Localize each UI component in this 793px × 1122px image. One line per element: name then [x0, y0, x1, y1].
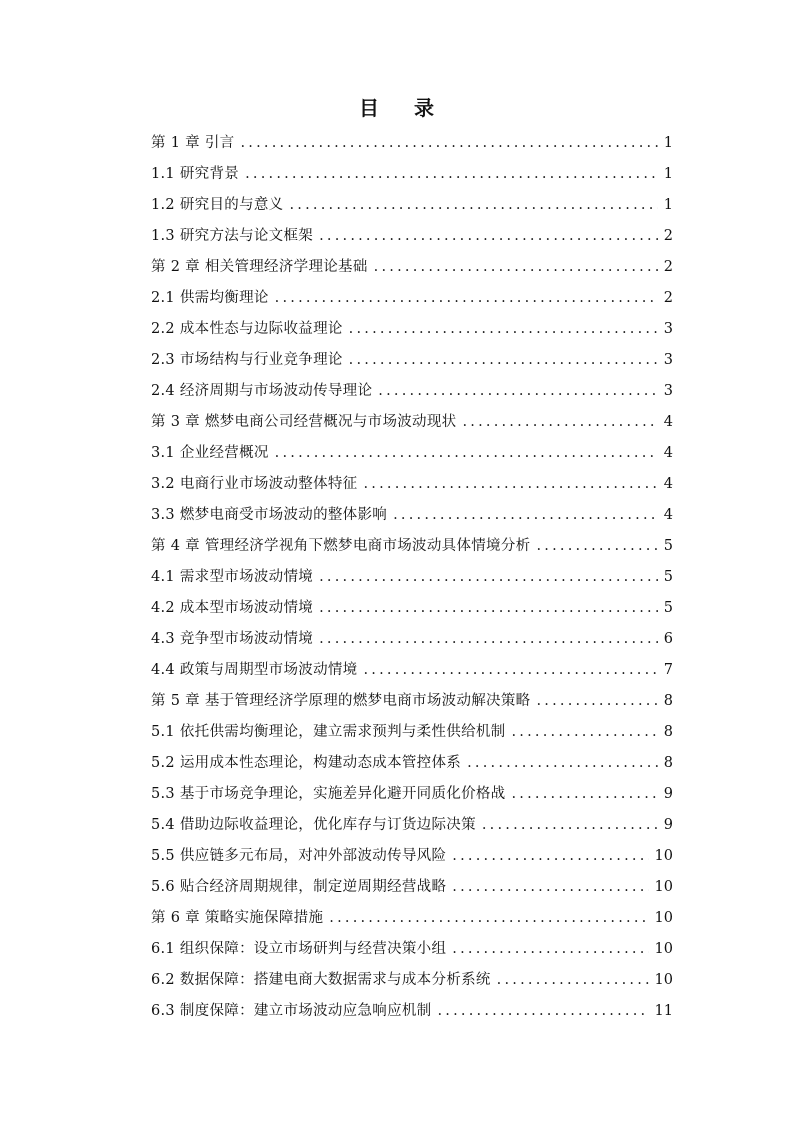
toc-dot-leader	[363, 469, 657, 500]
toc-entry-page-number: 4	[663, 414, 673, 430]
toc-entry	[151, 655, 673, 686]
toc-dot-leader	[452, 934, 648, 965]
toc-dot-leader	[319, 624, 658, 655]
toc-entry	[151, 593, 673, 624]
toc-entry-label: 2.4 经济周期与市场波动传导理论	[151, 383, 373, 399]
toc-entry	[151, 748, 673, 779]
toc-entry	[151, 438, 673, 469]
toc-entry-page-number: 4	[663, 507, 673, 523]
page-title: 目 录	[359, 96, 448, 120]
toc-entry	[151, 252, 673, 283]
toc-entry	[151, 314, 673, 345]
toc-entry-label: 2.1 供需均衡理论	[151, 290, 269, 306]
toc-entry-page-number: 3	[663, 383, 673, 399]
toc-entry-page-number: 1	[663, 135, 673, 151]
toc-entry	[151, 717, 673, 748]
toc-entry	[151, 345, 673, 376]
toc-entry	[151, 376, 673, 407]
toc-entry-page-number: 5	[663, 538, 673, 554]
toc-entry	[151, 407, 673, 438]
toc-entry-label: 第 1 章 引言	[151, 135, 235, 151]
toc-dot-leader	[329, 903, 648, 934]
toc-entry-label: 2.2 成本性态与边际收益理论	[151, 321, 343, 337]
toc-dot-leader	[437, 996, 648, 1027]
toc-entry-page-number: 10	[654, 972, 673, 988]
toc-entry-page-number: 7	[663, 662, 673, 678]
toc-entry-page-number: 10	[654, 879, 673, 895]
toc-entry-page-number: 8	[663, 724, 673, 740]
toc-entry-page-number: 1	[663, 166, 673, 182]
toc-entry-label: 6.3 制度保障：建立市场波动应急响应机制	[151, 1003, 432, 1019]
toc-entry-label: 5.5 供应链多元布局，对冲外部波动传导风险	[151, 848, 447, 864]
toc-entry-page-number: 10	[654, 910, 673, 926]
toc-entry	[151, 903, 673, 934]
toc-dot-leader	[289, 190, 657, 221]
toc-entry	[151, 779, 673, 810]
toc-entry-label: 第 5 章 基于管理经济学原理的燃梦电商市场波动解决策略	[151, 693, 531, 709]
toc-entry-page-number: 2	[663, 290, 673, 306]
toc-dot-leader	[511, 717, 657, 748]
toc-entry	[151, 624, 673, 655]
toc-entry-label: 3.3 燃梦电商受市场波动的整体影响	[151, 507, 388, 523]
toc-entry-label: 1.1 研究背景	[151, 166, 240, 182]
toc-entry-label: 4.1 需求型市场波动情境	[151, 569, 314, 585]
toc-entry	[151, 872, 673, 903]
toc-entry-page-number: 8	[663, 693, 673, 709]
toc-dot-leader	[497, 965, 649, 996]
toc-dot-leader	[393, 500, 658, 531]
toc-dot-leader	[467, 748, 658, 779]
toc-entry-page-number: 4	[663, 445, 673, 461]
toc-entry-label: 6.1 组织保障：设立市场研判与经营决策小组	[151, 941, 447, 957]
toc-dot-leader	[319, 593, 658, 624]
toc-dot-leader	[374, 252, 658, 283]
toc-entry-page-number: 2	[663, 259, 673, 275]
toc-dot-leader	[452, 841, 648, 872]
toc-entry-page-number: 1	[663, 197, 673, 213]
toc-entry-page-number: 10	[654, 848, 673, 864]
toc-dot-leader	[378, 376, 657, 407]
toc-entry-page-number: 8	[663, 755, 673, 771]
toc-entry-page-number: 5	[663, 569, 673, 585]
toc-entry-label: 3.1 企业经营概况	[151, 445, 269, 461]
toc-entry	[151, 469, 673, 500]
toc-dot-leader	[245, 159, 658, 190]
toc-dot-leader	[275, 283, 658, 314]
toc-dot-leader	[536, 531, 657, 562]
toc-entry-page-number: 9	[663, 817, 673, 833]
toc-dot-leader	[240, 128, 657, 159]
table-of-contents	[151, 128, 673, 1027]
toc-entry	[151, 128, 673, 159]
toc-dot-leader	[536, 686, 657, 717]
toc-dot-leader	[452, 872, 648, 903]
toc-dot-leader	[275, 438, 658, 469]
toc-entry-page-number: 10	[654, 941, 673, 957]
toc-entry	[151, 965, 673, 996]
toc-entry	[151, 500, 673, 531]
toc-dot-leader	[319, 562, 658, 593]
toc-entry-page-number: 3	[663, 321, 673, 337]
toc-entry-page-number: 2	[663, 228, 673, 244]
toc-entry	[151, 934, 673, 965]
toc-dot-leader	[363, 655, 657, 686]
toc-entry-label: 3.2 电商行业市场波动整体特征	[151, 476, 358, 492]
toc-entry	[151, 686, 673, 717]
toc-entry	[151, 996, 673, 1027]
toc-entry	[151, 841, 673, 872]
toc-entry-page-number: 3	[663, 352, 673, 368]
toc-entry-label: 第 2 章 相关管理经济学理论基础	[151, 259, 368, 275]
toc-entry	[151, 221, 673, 252]
toc-entry	[151, 562, 673, 593]
toc-entry-label: 4.2 成本型市场波动情境	[151, 600, 314, 616]
toc-entry-label: 4.4 政策与周期型市场波动情境	[151, 662, 358, 678]
toc-entry	[151, 190, 673, 221]
toc-entry-label: 6.2 数据保障：搭建电商大数据需求与成本分析系统	[151, 972, 491, 988]
toc-entry-label: 5.1 依托供需均衡理论，建立需求预判与柔性供给机制	[151, 724, 506, 740]
toc-entry-page-number: 4	[663, 476, 673, 492]
toc-entry-label: 第 4 章 管理经济学视角下燃梦电商市场波动具体情境分析	[151, 538, 531, 554]
toc-entry	[151, 283, 673, 314]
toc-dot-leader	[462, 407, 657, 438]
toc-entry-page-number: 9	[663, 786, 673, 802]
toc-entry-label: 5.3 基于市场竞争理论，实施差异化避开同质化价格战	[151, 786, 506, 802]
toc-entry	[151, 531, 673, 562]
toc-entry-label: 5.4 借助边际收益理论，优化库存与订货边际决策	[151, 817, 476, 833]
toc-entry-page-number: 11	[654, 1003, 673, 1019]
toc-entry-page-number: 5	[663, 600, 673, 616]
toc-entry-label: 5.6 贴合经济周期规律，制定逆周期经营战略	[151, 879, 447, 895]
toc-entry-label: 第 6 章 策略实施保障措施	[151, 910, 324, 926]
toc-dot-leader	[511, 779, 657, 810]
toc-entry	[151, 159, 673, 190]
toc-dot-leader	[349, 314, 658, 345]
toc-entry-page-number: 6	[663, 631, 673, 647]
toc-dot-leader	[482, 810, 658, 841]
toc-entry-label: 第 3 章 燃梦电商公司经营概况与市场波动现状	[151, 414, 457, 430]
toc-entry-label: 1.3 研究方法与论文框架	[151, 228, 314, 244]
toc-entry-label: 2.3 市场结构与行业竞争理论	[151, 352, 343, 368]
toc-entry-label: 4.3 竞争型市场波动情境	[151, 631, 314, 647]
toc-entry	[151, 810, 673, 841]
toc-dot-leader	[349, 345, 658, 376]
toc-entry-label: 5.2 运用成本性态理论，构建动态成本管控体系	[151, 755, 462, 771]
toc-dot-leader	[319, 221, 658, 252]
toc-entry-label: 1.2 研究目的与意义	[151, 197, 284, 213]
